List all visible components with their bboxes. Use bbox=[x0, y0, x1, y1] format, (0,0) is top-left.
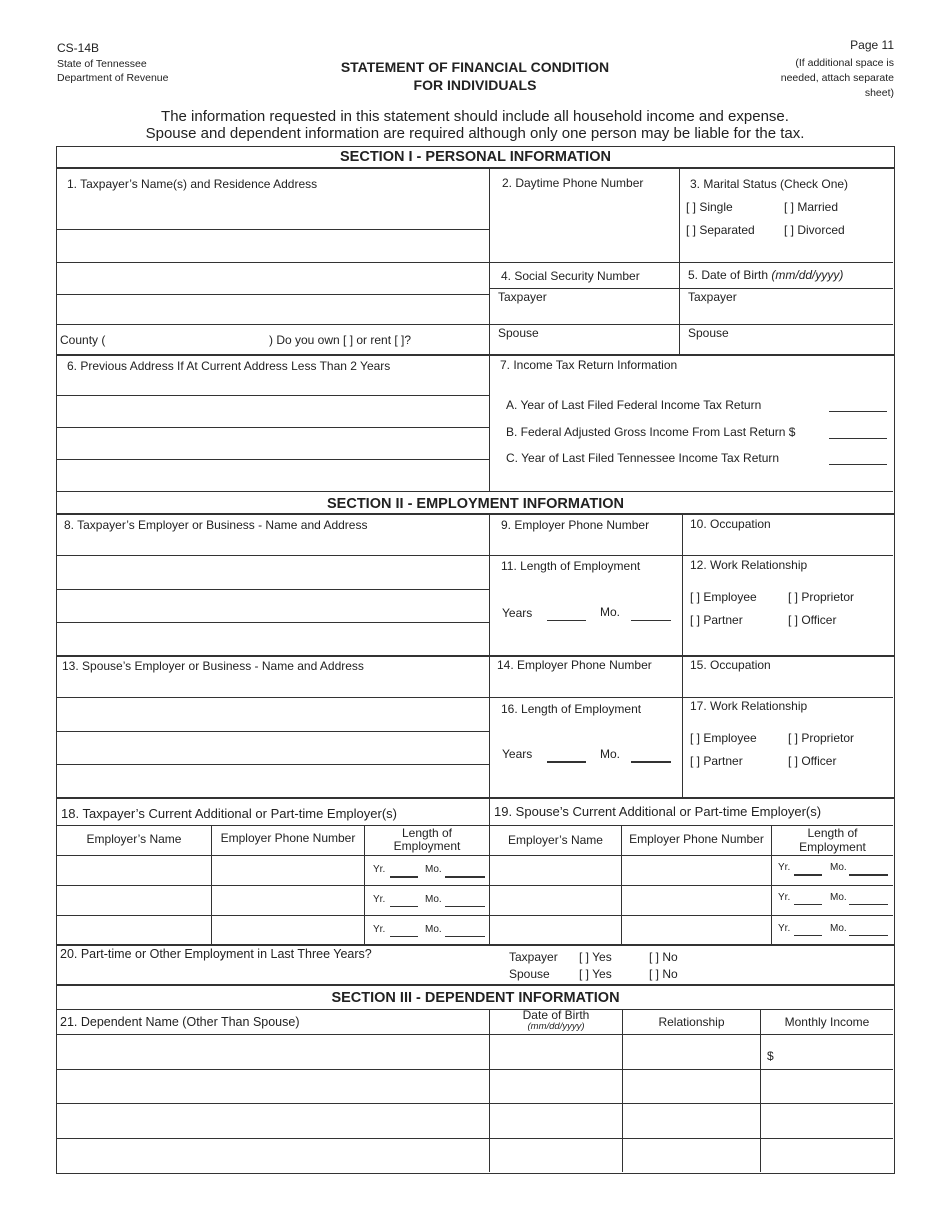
mo-input[interactable] bbox=[849, 923, 888, 936]
marital-married-checkbox[interactable]: [ ] Married bbox=[784, 200, 839, 214]
field1-label: 1. Taxpayer’s Name(s) and Residence Address bbox=[67, 177, 318, 191]
f20-spouse-yes-checkbox[interactable]: [ ] Yes bbox=[579, 967, 612, 981]
section1-title: SECTION I - PERSONAL INFORMATION bbox=[340, 149, 611, 165]
marital-divorced-checkbox[interactable]: [ ] Divorced bbox=[784, 223, 845, 237]
field15-label: 15. Occupation bbox=[690, 658, 771, 672]
mo-label: Mo. bbox=[600, 605, 621, 619]
col-dob-label: Date of Birth bbox=[522, 1008, 590, 1022]
page-note-line3: sheet) bbox=[864, 87, 894, 99]
col-length bbox=[365, 827, 489, 853]
marital-single-checkbox[interactable]: [ ] Single bbox=[686, 200, 733, 214]
taxpayer-officer-checkbox[interactable]: [ ] Officer bbox=[788, 613, 837, 627]
intro-text bbox=[40, 108, 910, 142]
field6-label: 6. Previous Address If At Current Address Less Than 2 Years bbox=[67, 359, 391, 373]
yr-label: Yr. bbox=[373, 864, 386, 875]
yr-input[interactable] bbox=[390, 924, 418, 937]
f20-taxpayer-label: Taxpayer bbox=[509, 950, 558, 964]
field7a-label: A. Year of Last Filed Federal Income Tax Return bbox=[506, 398, 762, 412]
dob-taxpayer-label: Taxpayer bbox=[688, 290, 737, 304]
divider bbox=[489, 355, 490, 491]
ssn-spouse-label: Spouse bbox=[498, 326, 539, 340]
col-length-line2: Employment bbox=[393, 839, 461, 853]
federal-agi-input[interactable] bbox=[829, 425, 887, 439]
divider bbox=[56, 655, 895, 657]
field19-label: 19. Spouse’s Current Additional or Part-time Employer(s) bbox=[494, 804, 822, 819]
form-title-line2: FOR INDIVIDUALS bbox=[413, 77, 537, 93]
divider bbox=[56, 167, 895, 169]
field16-label: 16. Length of Employment bbox=[501, 702, 642, 716]
field7c-label: C. Year of Last Filed Tennessee Income Tax Return bbox=[506, 451, 780, 465]
field21-label: 21. Dependent Name (Other Than Spouse) bbox=[60, 1015, 300, 1029]
yr-label: Yr. bbox=[373, 924, 386, 935]
taxpayer-years-input[interactable] bbox=[547, 606, 586, 621]
yr-label: Yr. bbox=[778, 862, 791, 873]
col-employer-name: Employer’s Name bbox=[508, 833, 603, 847]
col-employer-phone: Employer Phone Number bbox=[220, 831, 356, 845]
spouse-partner-checkbox[interactable]: [ ] Partner bbox=[690, 754, 743, 768]
table-row[interactable] bbox=[490, 856, 893, 885]
yr-input[interactable] bbox=[390, 864, 418, 878]
yr-label: Yr. bbox=[373, 894, 386, 905]
page-note bbox=[781, 56, 894, 101]
spouse-employee-checkbox[interactable]: [ ] Employee bbox=[690, 731, 757, 745]
divider bbox=[56, 1009, 893, 1010]
field14-label: 14. Employer Phone Number bbox=[497, 658, 652, 672]
field18-label: 18. Taxpayer’s Current Additional or Part-time Employer(s) bbox=[61, 806, 397, 821]
field3-label: 3. Marital Status (Check One) bbox=[690, 177, 849, 191]
f20-spouse-no-checkbox[interactable]: [ ] No bbox=[649, 967, 678, 981]
field7b-label: B. Federal Adjusted Gross Income From Last Return $ bbox=[506, 425, 796, 439]
divider bbox=[56, 984, 895, 986]
col-employer-name: Employer’s Name bbox=[86, 832, 182, 846]
col-length-line2: Employment bbox=[799, 840, 866, 854]
intro-line1: The information requested in this statement should include all household income and expense. bbox=[161, 108, 789, 125]
page-note-line2: needed, attach separate bbox=[780, 72, 894, 84]
field4-label: 4. Social Security Number bbox=[501, 269, 640, 283]
marital-separated-checkbox[interactable]: [ ] Separated bbox=[686, 223, 755, 237]
field5-label bbox=[688, 268, 843, 282]
table-row[interactable] bbox=[57, 1070, 893, 1103]
mo-short-label: Mo. bbox=[425, 924, 442, 935]
dollar-sign: $ bbox=[767, 1049, 774, 1063]
col-relationship: Relationship bbox=[658, 1015, 725, 1029]
federal-return-year-input[interactable] bbox=[829, 398, 887, 412]
divider bbox=[56, 513, 895, 515]
divider bbox=[56, 324, 489, 325]
taxpayer-employer-input[interactable] bbox=[57, 534, 488, 654]
divider bbox=[56, 797, 895, 799]
intro-line2: Spouse and dependent information are required although only one person may be liable for the tax. bbox=[145, 125, 805, 142]
ssn-taxpayer-label: Taxpayer bbox=[498, 290, 547, 304]
daytime-phone-input[interactable] bbox=[490, 195, 678, 261]
yr-input[interactable] bbox=[390, 894, 418, 907]
taxpayer-months-input[interactable] bbox=[631, 606, 671, 621]
mo-input[interactable] bbox=[849, 862, 888, 876]
field17-label: 17. Work Relationship bbox=[690, 699, 808, 713]
col-employer-phone: Employer Phone Number bbox=[629, 832, 764, 846]
spouse-officer-checkbox[interactable]: [ ] Officer bbox=[788, 754, 837, 768]
mo-short-label: Mo. bbox=[830, 892, 847, 903]
field9-label: 9. Employer Phone Number bbox=[501, 518, 650, 532]
dob-spouse-label: Spouse bbox=[688, 326, 729, 340]
f20-taxpayer-yes-checkbox[interactable]: [ ] Yes bbox=[579, 950, 612, 964]
section2-title: SECTION II - EMPLOYMENT INFORMATION bbox=[327, 496, 624, 512]
mo-input[interactable] bbox=[849, 892, 888, 905]
department-name: Department of Revenue bbox=[57, 72, 169, 84]
taxpayer-name-address-input[interactable] bbox=[57, 195, 488, 323]
field5-format: (mm/dd/yyyy) bbox=[771, 268, 844, 282]
table-row[interactable] bbox=[490, 886, 893, 915]
own-rent-label[interactable]: ) Do you own [ ] or rent [ ]? bbox=[269, 333, 412, 347]
col-length bbox=[772, 826, 893, 854]
yr-label: Yr. bbox=[778, 923, 791, 934]
f20-taxpayer-no-checkbox[interactable]: [ ] No bbox=[649, 950, 678, 964]
mo-input[interactable] bbox=[445, 864, 485, 878]
page-number: Page 11 bbox=[850, 38, 894, 52]
yr-input[interactable] bbox=[794, 862, 822, 876]
mo-label: Mo. bbox=[600, 747, 621, 761]
field7-label: 7. Income Tax Return Information bbox=[500, 358, 678, 372]
table-row[interactable] bbox=[57, 1139, 893, 1171]
yr-input[interactable] bbox=[794, 923, 822, 936]
page-note-line1: (If additional space is bbox=[795, 57, 894, 69]
spouse-employer-input[interactable] bbox=[57, 676, 488, 796]
table-row[interactable] bbox=[57, 856, 489, 885]
form-code: CS-14B bbox=[57, 41, 100, 55]
tn-return-year-input[interactable] bbox=[829, 451, 887, 465]
mo-short-label: Mo. bbox=[425, 894, 442, 905]
state-name: State of Tennessee bbox=[57, 58, 147, 70]
divider bbox=[489, 288, 893, 289]
col-dob bbox=[490, 1010, 622, 1032]
field12-label: 12. Work Relationship bbox=[690, 558, 808, 572]
taxpayer-employee-checkbox[interactable]: [ ] Employee bbox=[690, 590, 757, 604]
field10-label: 10. Occupation bbox=[690, 517, 771, 531]
years-label: Years bbox=[502, 747, 533, 761]
yr-label: Yr. bbox=[778, 892, 791, 903]
col-monthly-income: Monthly Income bbox=[784, 1015, 870, 1029]
divider bbox=[489, 262, 893, 263]
previous-address-input[interactable] bbox=[57, 374, 488, 490]
field8-label: 8. Taxpayer’s Employer or Business - Name and Address bbox=[64, 518, 368, 532]
form-title-line1: STATEMENT OF FINANCIAL CONDITION bbox=[340, 59, 610, 75]
mo-short-label: Mo. bbox=[830, 862, 847, 873]
county-label: County ( bbox=[60, 333, 106, 347]
table-row[interactable] bbox=[57, 886, 489, 915]
form-title bbox=[300, 58, 650, 94]
taxpayer-proprietor-checkbox[interactable]: [ ] Proprietor bbox=[788, 590, 855, 604]
spouse-months-input[interactable] bbox=[631, 747, 671, 763]
spouse-years-input[interactable] bbox=[547, 747, 586, 763]
mo-input[interactable] bbox=[445, 924, 485, 937]
mo-short-label: Mo. bbox=[425, 864, 442, 875]
table-row[interactable] bbox=[57, 1104, 893, 1138]
taxpayer-partner-checkbox[interactable]: [ ] Partner bbox=[690, 613, 743, 627]
table-row[interactable] bbox=[57, 916, 489, 944]
col-dob-format: (mm/dd/yyyy) bbox=[527, 1021, 585, 1032]
mo-input[interactable] bbox=[445, 894, 485, 907]
mo-short-label: Mo. bbox=[830, 923, 847, 934]
divider bbox=[56, 944, 895, 946]
spouse-proprietor-checkbox[interactable]: [ ] Proprietor bbox=[788, 731, 855, 745]
f20-spouse-label: Spouse bbox=[509, 967, 550, 981]
yr-input[interactable] bbox=[794, 892, 822, 905]
divider bbox=[56, 825, 893, 826]
col-length-line1: Length of bbox=[807, 826, 858, 840]
field2-label: 2. Daytime Phone Number bbox=[502, 176, 644, 190]
divider bbox=[56, 491, 893, 492]
table-row[interactable] bbox=[490, 916, 893, 944]
col-length-line1: Length of bbox=[401, 826, 453, 840]
divider bbox=[56, 354, 895, 356]
field13-label: 13. Spouse’s Employer or Business - Name and Address bbox=[62, 659, 364, 673]
field5-label-text: 5. Date of Birth bbox=[688, 268, 769, 282]
divider bbox=[489, 324, 893, 325]
section3-title: SECTION III - DEPENDENT INFORMATION bbox=[331, 990, 620, 1006]
years-label: Years bbox=[502, 606, 533, 620]
field11-label: 11. Length of Employment bbox=[501, 559, 641, 573]
field20-label: 20. Part-time or Other Employment in Last Three Years? bbox=[60, 947, 372, 961]
